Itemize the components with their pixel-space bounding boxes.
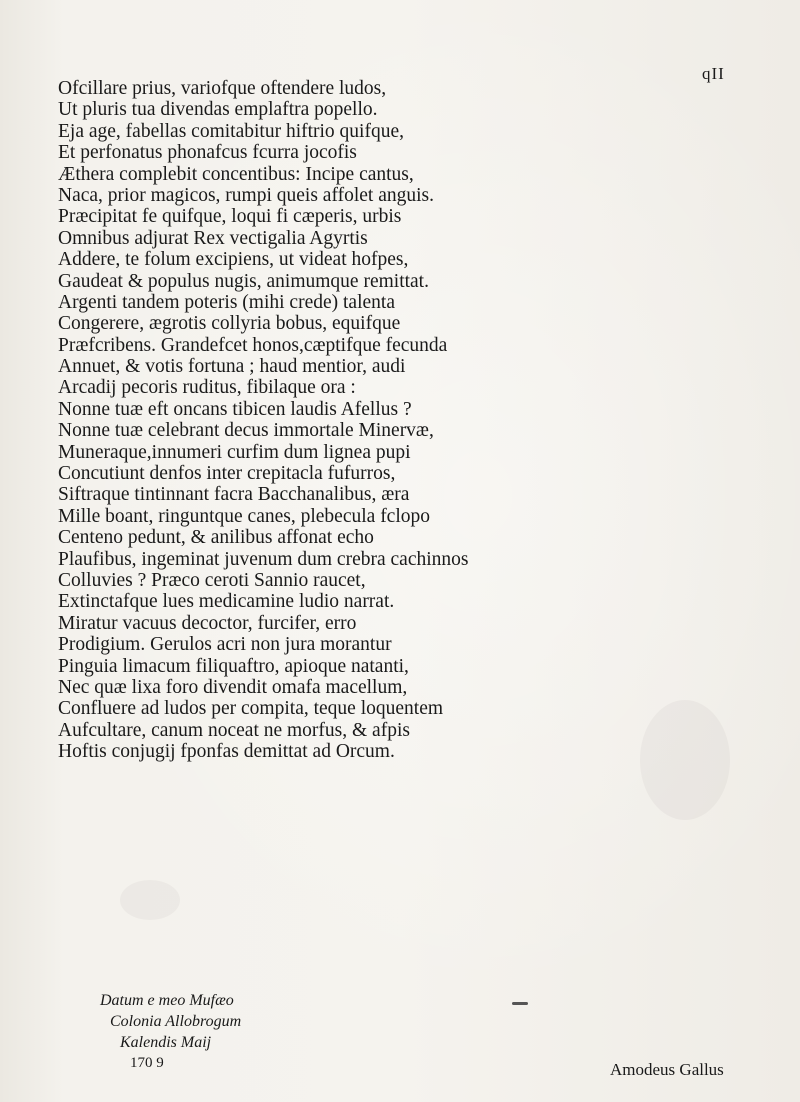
dateline-city: Colonia Allobrogum	[110, 1013, 242, 1030]
poem-line: Plaufibus, ingeminat juvenum dum crebra cachinnos	[58, 548, 469, 570]
poem-line: Præfcribens. Grandefcet honos,cæptifque fecunda	[58, 334, 448, 356]
poem-line: Extinctafque lues medicamine ludio narrat.	[58, 591, 395, 613]
poem-line: Siftraque tintinnant facra Bacchanalibus, æra	[58, 484, 410, 506]
poem-line: Addere, te folum excipiens, ut videat hofpes,	[58, 249, 409, 271]
poem-line: Hoftis conjugij fponfas demittat ad Orcum.	[58, 741, 395, 763]
author-signature: Amodeus Gallus	[610, 1060, 724, 1079]
poem-line: Gaudeat & populus nugis, animumque remittat.	[58, 270, 429, 292]
poem-line: Miratur vacuus decoctor, furcifer, erro	[58, 612, 357, 634]
poem-line: Præcipitat fe quifque, loqui fi cæperis, urbis	[58, 206, 402, 228]
poem-line: Nec quæ lixa foro divendit omafa macellum,	[58, 676, 408, 698]
poem-text	[58, 78, 758, 763]
poem-line: Eja age, fabellas comitabitur hiftrio quifque,	[58, 120, 405, 142]
poem-line: Prodigium. Gerulos acri non jura morantur	[58, 634, 392, 656]
paper-stain	[120, 880, 180, 920]
poem-line: Congerere, ægrotis collyria bobus, equifque	[58, 313, 401, 335]
poem-line: Concutiunt denfos inter crepitacla fufurros,	[58, 463, 396, 485]
poem-line: Ut pluris tua divendas emplaftra popello.	[58, 99, 378, 121]
poem-line: Argenti tandem poteris (mihi crede) talenta	[58, 291, 395, 313]
poem-line: Aufcultare, canum noceat ne morfus, & afpis	[58, 719, 410, 741]
poem-line: Annuet, & votis fortuna ; haud mentior, audi	[58, 356, 406, 378]
page-number: qII	[702, 64, 725, 83]
poem-line: Centeno pedunt, & anilibus affonat echo	[58, 527, 374, 549]
dateline-place: Datum e meo Mufæo	[100, 992, 234, 1009]
dateline	[100, 990, 241, 1074]
dateline-date: Kalendis Maij	[120, 1034, 212, 1051]
poem-line: Pinguia limacum filiquaftro, apioque natanti,	[58, 655, 409, 677]
ornament-dash	[512, 1002, 528, 1005]
poem-line: Naca, prior magicos, rumpi queis affolet anguis.	[58, 184, 434, 206]
poem-line: Ofcillare prius, variofque oftendere ludos,	[58, 78, 387, 99]
poem-line: Æthera complebit concentibus: Incipe cantus,	[58, 163, 414, 185]
poem-line: Colluvies ? Præco ceroti Sannio raucet,	[58, 569, 366, 591]
poem-line: Omnibus adjurat Rex vectigalia Agyrtis	[58, 227, 368, 249]
poem-line: Nonne tuæ eft oncans tibicen laudis Afellus ?	[58, 398, 412, 420]
poem-line: Nonne tuæ celebrant decus immortale Minervæ,	[58, 420, 434, 442]
poem-line: Confluere ad ludos per compita, teque loquentem	[58, 698, 444, 720]
dateline-year: 170 9	[130, 1055, 164, 1071]
poem-line: Muneraque,innumeri curfim dum lignea pupi	[58, 441, 411, 463]
poem-line: Et perfonatus phonafcus fcurra jocofis	[58, 142, 357, 164]
poem-line: Arcadij pecoris ruditus, fibilaque ora :	[58, 377, 356, 399]
poem-line: Mille boant, ringuntque canes, plebecula fclopo	[58, 505, 431, 527]
